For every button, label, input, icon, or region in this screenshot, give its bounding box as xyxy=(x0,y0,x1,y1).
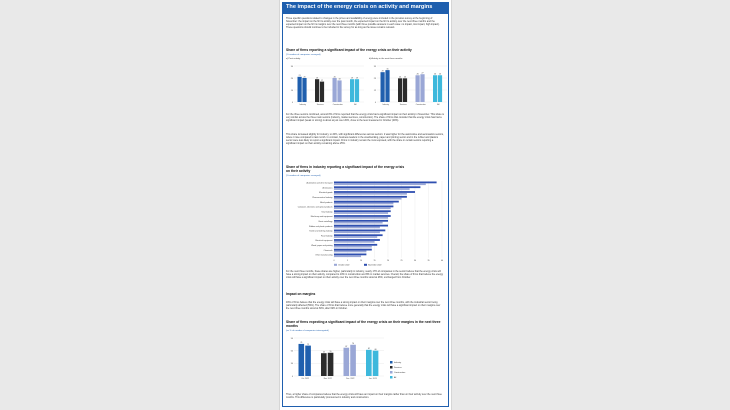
tick-label: 0 xyxy=(374,101,376,104)
bar-october xyxy=(334,188,410,190)
tick-label: 23 xyxy=(373,77,376,80)
bar xyxy=(373,348,379,376)
paragraph-6: Thus, a higher share of companies believe that the energy crisis will have an impact on their margins rather than on their activity over the next three months. This difference is particularly pronounced in industry and construction. xyxy=(286,393,442,399)
bar-november xyxy=(334,182,437,184)
category-label: All xyxy=(354,104,357,106)
bar xyxy=(320,79,324,102)
bar-value-label: 60 xyxy=(374,348,377,351)
category-label: Total industry xyxy=(321,211,333,214)
bar-october xyxy=(334,212,388,214)
bar-november xyxy=(334,254,366,256)
bar xyxy=(299,344,305,376)
bar xyxy=(366,350,372,376)
bar-value-label: 31 xyxy=(386,68,389,71)
bar xyxy=(328,353,334,376)
bar-november xyxy=(334,210,391,212)
bar-october xyxy=(334,251,366,253)
tick-label: 20 xyxy=(386,259,390,262)
category-label: Dec. 2022 xyxy=(346,378,355,380)
category-label: Rubber and plastic products xyxy=(308,225,333,228)
bar-value-label: 67 xyxy=(345,346,348,349)
bar-value-label: 26 xyxy=(439,73,441,76)
chart1-panel-a xyxy=(288,62,364,107)
bar-value-label: 23 xyxy=(404,76,406,79)
chart3-margins xyxy=(288,334,384,386)
legend-swatch xyxy=(390,361,393,364)
bar-november xyxy=(334,215,391,217)
tick-label: 20 xyxy=(290,77,293,80)
tick-label: 0 xyxy=(291,101,293,104)
intro-paragraph: Three specific questions related to changes in the prices and availability of energy were included in the previous survey at the beginning of November: the impact on the firm's activity over the past month, the expected impact on the firm's activity over the next three months and the expected impact on the firm's margins over the next three months (with three possible answers in each case: no impact, low impact, high impact). These questions should continue to be included in the survey for as long as the issue remains relevant. xyxy=(286,17,440,29)
bar xyxy=(385,70,389,102)
bar-value-label: 76 xyxy=(300,342,303,345)
bar-october xyxy=(334,246,372,248)
bar-value-label: 19 xyxy=(316,77,319,80)
legend-label: October 2022 xyxy=(338,264,350,267)
bar-october xyxy=(334,183,426,185)
bar xyxy=(302,78,306,102)
bar-value-label: 17 xyxy=(321,79,323,82)
tick-label: 25 xyxy=(400,259,403,262)
bar xyxy=(298,77,302,102)
bar-value-label: 20 xyxy=(303,76,306,79)
bar-value-label: 19 xyxy=(356,77,358,80)
chart3-title: Share of firms expecting a significant impact of the energy crisis on their margins in the next three months xyxy=(286,320,441,328)
bar-november xyxy=(334,234,383,236)
tick-label: 0 xyxy=(333,259,335,262)
legend-label: November 2022 xyxy=(368,264,382,267)
bar-value-label: 27 xyxy=(421,72,424,75)
tick-label: 35 xyxy=(427,259,430,262)
bar xyxy=(350,345,356,376)
bar-value-label: 74 xyxy=(352,343,355,346)
category-label: Pharmaceutical industry xyxy=(312,197,333,199)
chart1-title: Share of firms reporting a significant impact of the energy crisis on their activity xyxy=(286,48,412,52)
chart3-legend xyxy=(390,361,430,385)
bar xyxy=(420,74,424,102)
bar-november xyxy=(334,186,420,188)
category-label: Machinery and equipment xyxy=(310,216,333,219)
category-label: Electrical equipment xyxy=(315,240,333,243)
bar-value-label: 19 xyxy=(351,77,354,80)
chart1-panel-b xyxy=(371,62,447,107)
category-label: Basic metallurgy xyxy=(318,221,333,223)
bar-november xyxy=(334,230,385,232)
legend-swatch xyxy=(390,376,393,379)
tick-label: 60 xyxy=(290,350,293,353)
bar xyxy=(337,80,341,102)
bar xyxy=(438,75,442,102)
bar-october xyxy=(334,241,375,243)
category-label: Construction xyxy=(415,104,426,106)
title-bar xyxy=(283,3,448,14)
legend-swatch xyxy=(334,264,337,266)
tick-label: 15 xyxy=(373,259,376,262)
bar-october xyxy=(334,227,380,229)
bar xyxy=(433,75,437,102)
bar-november xyxy=(334,244,377,246)
bar xyxy=(403,78,407,102)
bar xyxy=(333,78,337,102)
bar xyxy=(416,75,420,102)
legend-label: Industry xyxy=(394,362,402,365)
bar-october xyxy=(334,217,388,219)
category-label: Industry xyxy=(299,104,306,106)
bar-november xyxy=(334,206,393,208)
bar-value-label: 62 xyxy=(367,348,370,351)
bar-value-label: 26 xyxy=(434,73,437,76)
paragraph-2: For the three sectors combined, around 8% of firms reported that the energy crisis had a significant impact on their activity in November. This share is very similar across the three main sectors (industry, market services, construction). The share of firms that consider that the energy crisis has had a significant impact (weak or strong) is about at just over 20%, close to the level measured in October (20%). xyxy=(286,113,444,122)
bar-value-label: 18 xyxy=(338,78,341,81)
category-label: Aeronautics xyxy=(322,187,333,190)
tick-label: 10 xyxy=(290,89,293,92)
paragraph-4: For the next three months, these shares are higher, particularly in industry, nearly 17% of companies in the sector believe that the energy crisis will have a strong impact on their activity, compared to 10% in construction and 8% in market services. Overall, the share of firms that believe the energy crisis will have a significant impact on their activity over the next three months stood at 26%, unchanged from October. xyxy=(286,270,444,279)
chart3-subtitle: (as % of number of companies interrogated) xyxy=(286,330,329,332)
chart1-panel-b-label: b) Activity in the next three months xyxy=(369,58,403,60)
bar-value-label: 26 xyxy=(416,73,419,76)
bar-november xyxy=(334,225,388,227)
tick-label: 30 xyxy=(290,363,293,366)
tick-label: 40 xyxy=(440,259,444,262)
category-label: Industry xyxy=(382,104,389,106)
bar-october xyxy=(334,231,380,233)
bar-november xyxy=(334,201,399,203)
bar xyxy=(398,78,402,102)
category-label: Oct. 2022 xyxy=(301,378,310,380)
category-label: Computer, electronic and optical products xyxy=(297,206,333,209)
legend-swatch xyxy=(364,264,367,266)
paragraph-3: This share increased slightly for industry, to 20%, with significant differences across sectors: it was higher for the automotive and aeronautics sectors, where it rose compared to last month. In contrast, business leaders in the woodworking, paper and printing sector and in the rubber and plastics sector were less likely to report a significant impact. Firms in industry remain the most exposed, with the share in certain sectors reporting a significant impact on their activity remaining above 25%. xyxy=(286,133,444,145)
legend-label: Construction xyxy=(394,372,406,375)
bar-value-label: 21 xyxy=(298,75,301,78)
tick-label: 10 xyxy=(359,259,363,262)
bar-value-label: 72 xyxy=(307,343,310,346)
category-label: Jan. 2023 xyxy=(368,378,377,380)
category-label: Textile and clothing industry xyxy=(309,230,333,233)
category-label: All xyxy=(437,104,440,106)
bar-november xyxy=(334,239,380,241)
bar xyxy=(381,72,385,102)
bar xyxy=(305,343,311,376)
category-label: Other manufacturing xyxy=(315,254,333,257)
category-label: Automotive and other transport xyxy=(306,182,333,185)
bar-november xyxy=(334,191,415,193)
bar-value-label: 23 xyxy=(399,76,402,79)
tick-label: 0 xyxy=(291,375,293,378)
paragraph-5: 46% of firms believe that the energy crisis will have a strong impact on their margins over the next three months, with the industrial sector being particularly affected (59%). The share of firms that believe more generally that the energy crisis will have a significant impact on their margins over the next three months stood at 60%, after 62% in October. xyxy=(286,301,441,310)
bar-october xyxy=(334,193,407,195)
category-label: Services xyxy=(399,104,407,106)
chart2-industry-bars xyxy=(286,179,446,269)
legend-swatch xyxy=(390,371,393,374)
chart1-panel-a-label: a) Past activity xyxy=(286,58,301,60)
tick-label: 90 xyxy=(290,337,293,340)
legend-label: Services xyxy=(394,367,402,370)
margins-heading: Impact on margins xyxy=(286,292,316,296)
bar-value-label: 54 xyxy=(322,351,325,354)
category-label: Wood, paper and printing xyxy=(311,245,333,247)
category-label: Nov. 2022 xyxy=(323,378,332,380)
tick-label: 12 xyxy=(373,89,376,92)
tick-label: 30 xyxy=(413,259,417,262)
bar xyxy=(355,79,359,102)
bar-october xyxy=(334,236,377,238)
bar-november xyxy=(334,249,372,251)
chart1-subtitle: (% number of companies surveyed) xyxy=(286,54,321,56)
bar-value-label: 55 xyxy=(329,351,332,354)
bar-october xyxy=(334,207,391,209)
tick-label: 30 xyxy=(290,65,293,68)
bar-november xyxy=(334,220,388,222)
category-label: Chemicals xyxy=(323,249,333,252)
bar xyxy=(321,353,327,376)
bar xyxy=(344,348,350,376)
category-label: Electrical goods xyxy=(319,192,333,195)
legend-swatch xyxy=(390,366,393,369)
bar-october xyxy=(334,198,402,200)
bar-october xyxy=(334,255,361,257)
bar-value-label: 20 xyxy=(333,76,336,79)
bar xyxy=(350,79,354,102)
bar-october xyxy=(334,222,383,224)
document-page xyxy=(279,0,452,410)
chart2-subtitle: (% number of companies surveyed) xyxy=(286,175,321,177)
category-label: Services xyxy=(316,104,324,106)
bar-november xyxy=(334,196,407,198)
bar xyxy=(315,79,319,102)
article-box xyxy=(282,2,449,407)
chart2-title: Share of firms in industry reporting a significant impact of the energy crisis on their activity xyxy=(286,165,405,173)
bar-october xyxy=(334,203,393,205)
category-label: Metal products xyxy=(320,201,333,204)
category-label: Food industry xyxy=(321,235,333,238)
page-title: The impact of the energy crisis on activity and margins xyxy=(286,4,433,10)
legend-label: All xyxy=(394,377,397,380)
tick-label: 5 xyxy=(346,259,349,262)
tick-label: 35 xyxy=(373,65,376,68)
category-label: Construction xyxy=(332,104,343,106)
bar-value-label: 29 xyxy=(381,70,384,73)
